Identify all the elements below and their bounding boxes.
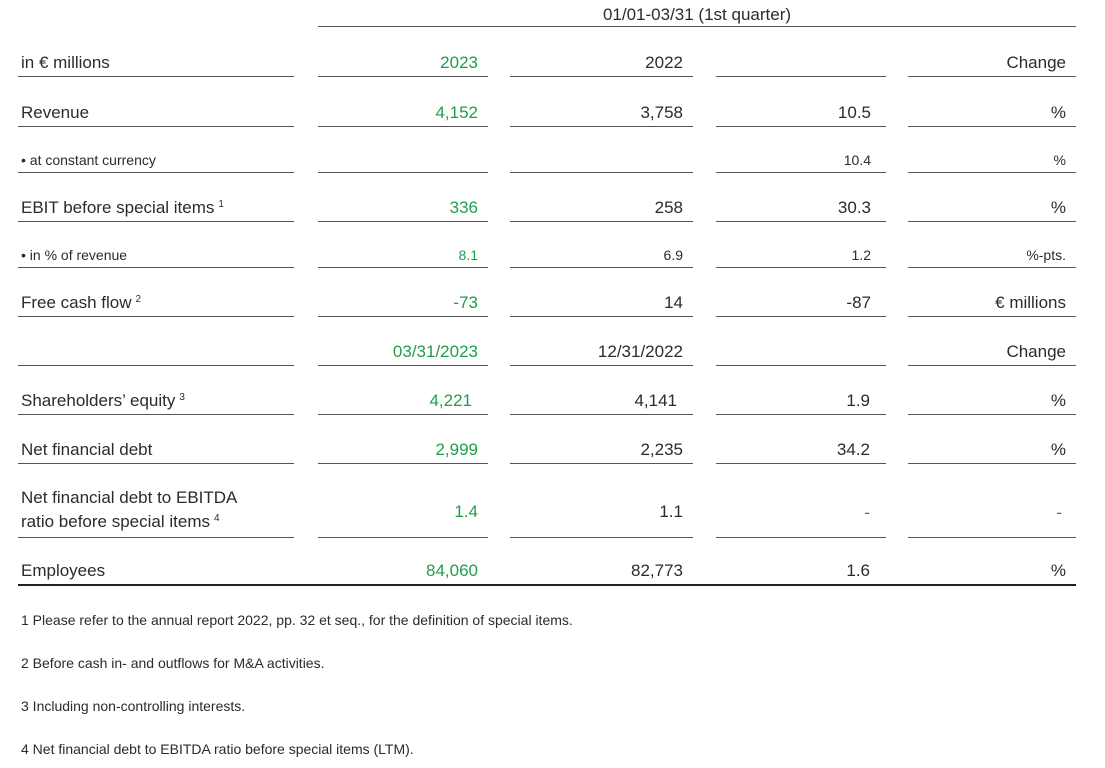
change-value: 1.6 (693, 560, 886, 586)
value-current: 1.4 (318, 486, 488, 538)
footnote-4: 4 Net financial debt to EBITDA ratio before special items (LTM). (21, 741, 414, 757)
change-value: - (716, 486, 886, 538)
change-value: 34.2 (716, 439, 886, 464)
value-current: 84,060 (314, 560, 488, 586)
change-unit: % (908, 197, 1076, 222)
change-value: 1.2 (716, 246, 886, 268)
change-unit: % (886, 560, 1076, 586)
footnote-ref: 3 (179, 392, 185, 403)
change-unit: € millions (908, 292, 1076, 317)
value-2022: 258 (510, 197, 693, 222)
value-2022: 6.9 (510, 246, 693, 268)
value-2022: 3,758 (510, 102, 693, 127)
footnote-2: 2 Before cash in- and outflows for M&A activities. (21, 655, 325, 671)
change-unit: % (908, 390, 1076, 415)
col-header-date-current: 03/31/2023 (318, 341, 488, 366)
row-label-line2-wrap (21, 510, 294, 534)
value-current: 2,999 (318, 439, 488, 464)
table-row-revenue (0, 100, 1105, 127)
value-2023: 8.1 (318, 246, 488, 268)
change-value: -87 (716, 292, 886, 317)
col-header-change: Change (908, 341, 1076, 366)
row-label: Employees (18, 560, 314, 586)
row-label: Net financial debt (18, 439, 294, 464)
row-label (18, 197, 294, 222)
value-2023: 4,152 (318, 102, 488, 127)
table-row-debt-to-ebitda (0, 486, 1105, 538)
footnote-ref: 2 (135, 294, 142, 305)
value-current: 4,221 (318, 390, 488, 415)
value-2023 (318, 169, 488, 173)
table-row-shareholders-equity (0, 388, 1105, 415)
col-header-change-value (716, 73, 886, 77)
period-header: 01/01-03/31 (1st quarter) (318, 4, 1076, 27)
row-label-text: Free cash flow (21, 293, 132, 312)
value-prior: 82,773 (488, 560, 693, 586)
row-label-line1: Net financial debt to EBITDA (21, 488, 238, 507)
table-row-constant-currency (0, 148, 1105, 173)
table-row-date-header (0, 339, 1105, 366)
col-header-change: Change (908, 52, 1076, 77)
change-value: 10.4 (716, 151, 886, 173)
table-row-free-cash-flow (0, 290, 1105, 317)
footnote-ref: 1 (218, 199, 224, 210)
row-label: Revenue (18, 102, 294, 127)
change-unit: - (908, 486, 1076, 538)
value-2023: 336 (318, 197, 488, 222)
row-label: • in % of revenue (18, 246, 294, 268)
table-row-net-financial-debt (0, 437, 1105, 464)
change-unit: % (908, 439, 1076, 464)
unit-label: in € millions (18, 52, 294, 77)
table-row-ebit (0, 195, 1105, 222)
table-row-header (0, 50, 1105, 77)
row-label (18, 390, 294, 415)
value-prior: 2,235 (510, 439, 693, 464)
col-header-2023: 2023 (318, 52, 488, 77)
row-label-line2: ratio before special items (21, 512, 210, 531)
value-2023: -73 (318, 292, 488, 317)
table-row-percent-of-revenue (0, 243, 1105, 268)
footnote-1: 1 Please refer to the annual report 2022, pp. 32 et seq., for the definition of special items. (21, 612, 573, 628)
row-label-text: EBIT before special items (21, 198, 215, 217)
row-label-text: Shareholders’ equity (21, 391, 176, 410)
change-value: 10.5 (716, 102, 886, 127)
change-value: 30.3 (716, 197, 886, 222)
row-label (18, 362, 294, 366)
footnote-ref: 4 (213, 513, 220, 524)
value-prior: 4,141 (510, 390, 693, 415)
change-value: 1.9 (716, 390, 886, 415)
row-label (18, 486, 294, 538)
row-label (18, 292, 294, 317)
value-prior: 1.1 (510, 486, 693, 538)
col-header-date-prior: 12/31/2022 (510, 341, 693, 366)
value-2022 (510, 169, 693, 173)
value-2022: 14 (510, 292, 693, 317)
row-label: • at constant currency (18, 151, 294, 173)
col-header-2022: 2022 (510, 52, 693, 77)
change-unit: %-pts. (908, 246, 1076, 268)
change-value (716, 362, 886, 366)
footnote-3: 3 Including non-controlling interests. (21, 698, 246, 714)
table-row-employees (0, 559, 1105, 586)
change-unit: % (908, 151, 1076, 173)
change-unit: % (908, 102, 1076, 127)
